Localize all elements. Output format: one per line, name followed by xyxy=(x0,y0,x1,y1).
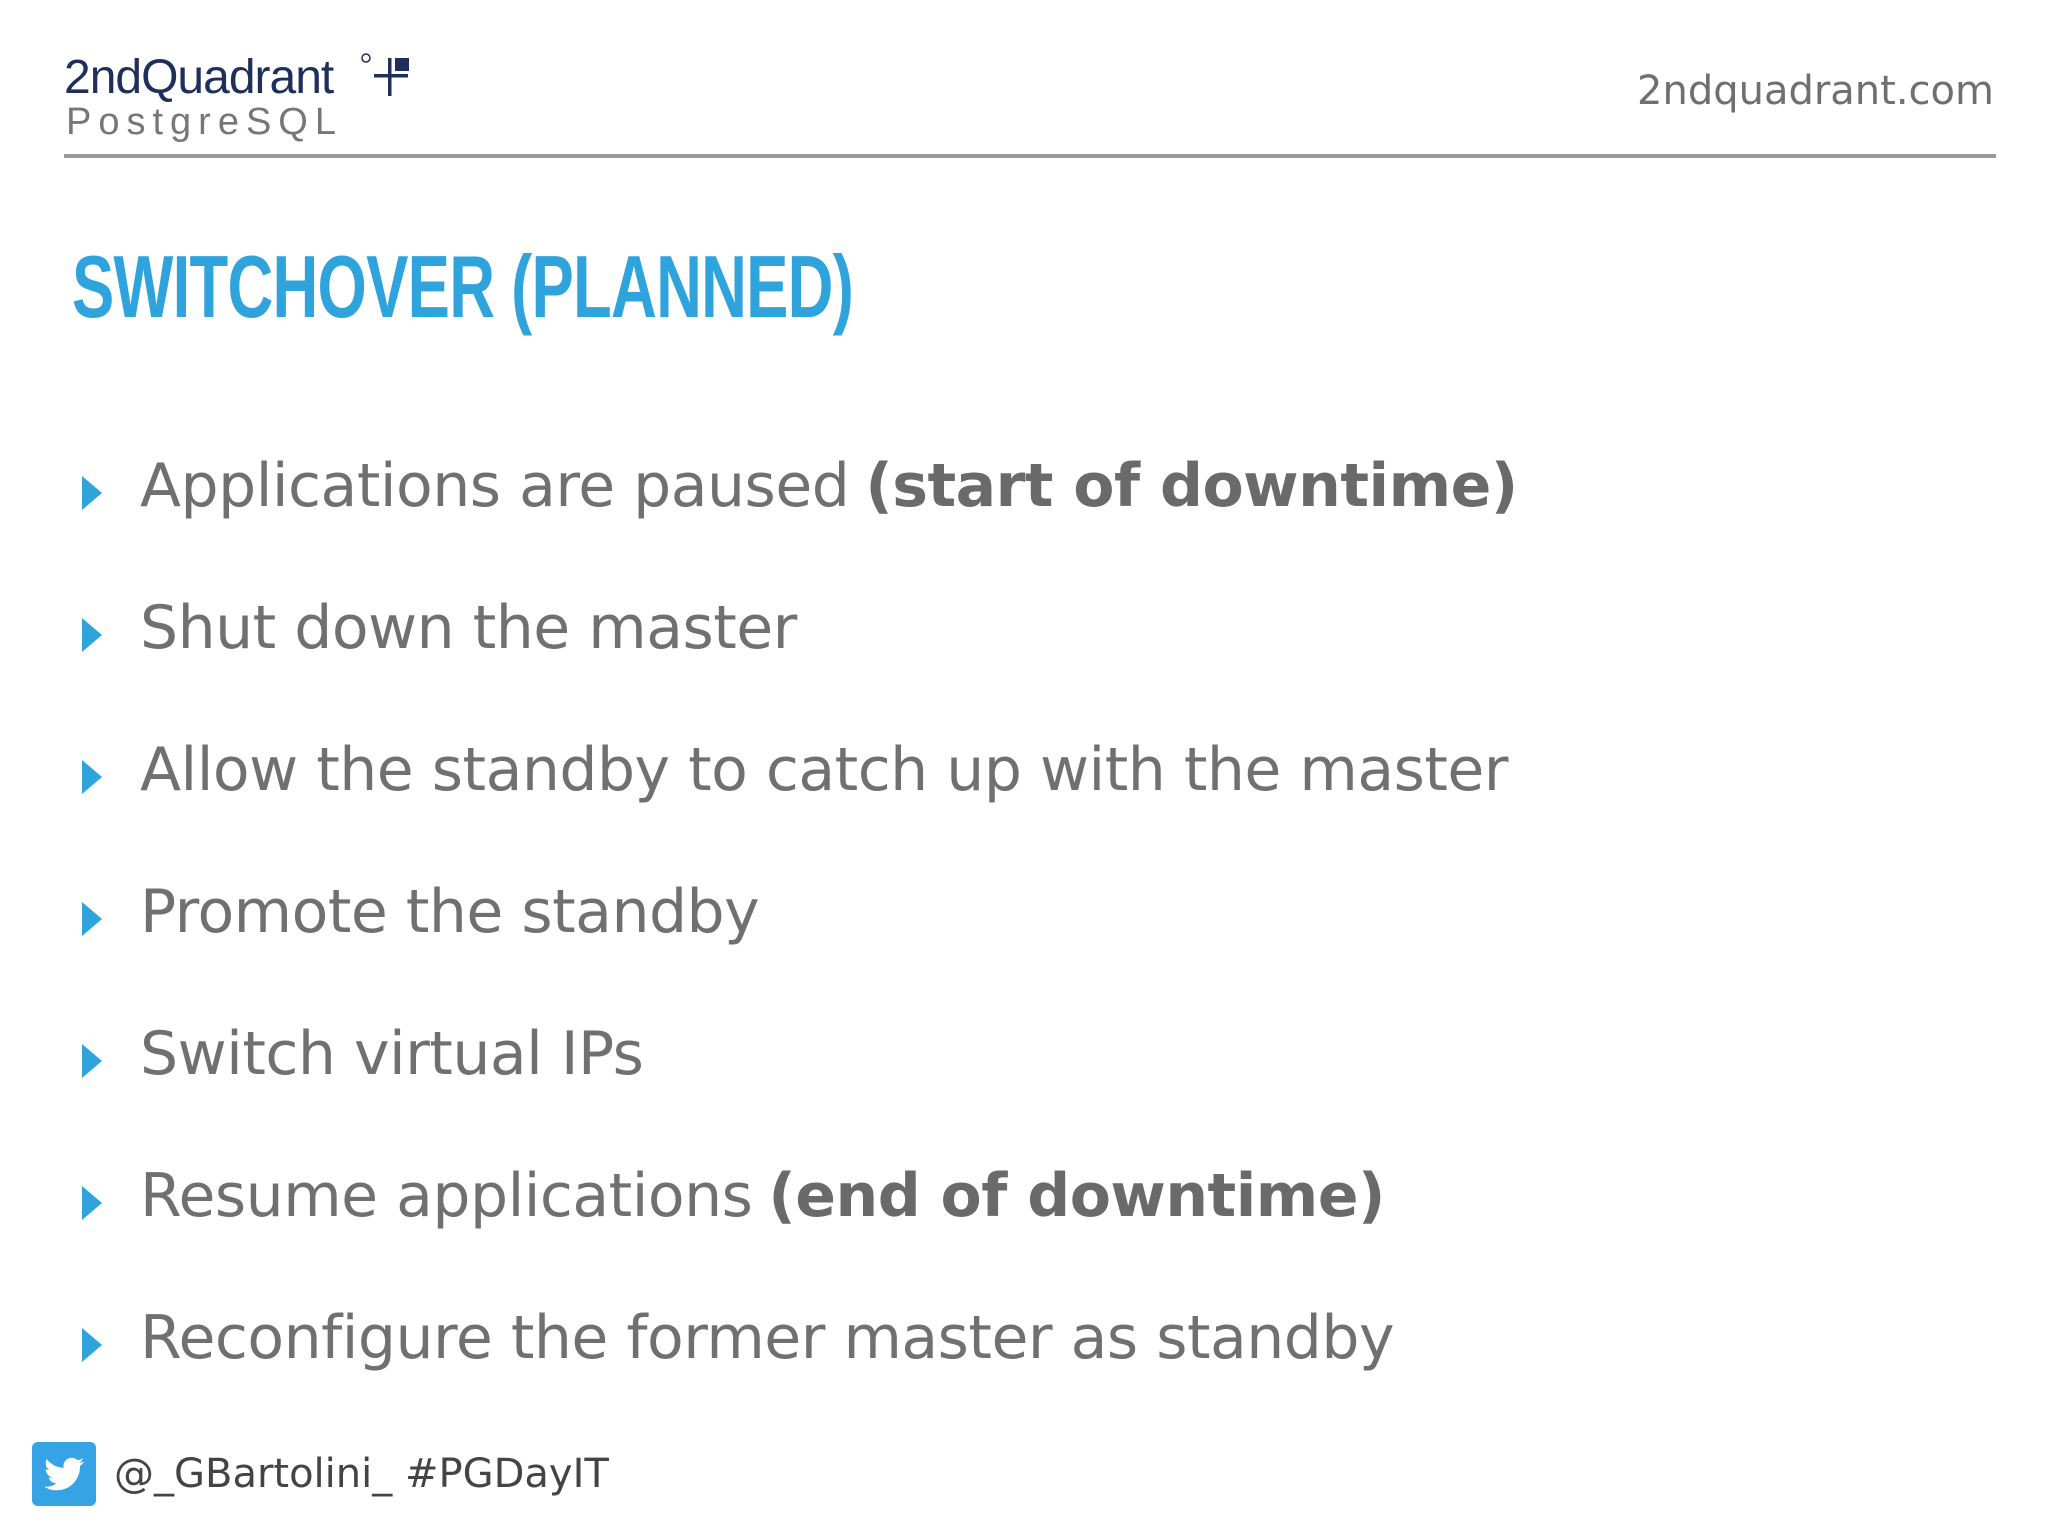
bullet-text: Shut down the master xyxy=(140,593,797,663)
triangle-right-icon xyxy=(82,1186,102,1220)
twitter-handle: @_GBartolini_ #PGDayIT xyxy=(114,1451,609,1497)
slide-title: SWITCHOVER (PLANNED) xyxy=(72,237,854,336)
bullet-item xyxy=(82,1004,643,1104)
logo-wordmark: 2ndQuadrant xyxy=(64,51,334,104)
triangle-right-icon xyxy=(82,902,102,936)
bullet-text: Reconfigure the former master as standby xyxy=(140,1303,1394,1373)
site-url: 2ndquadrant.com xyxy=(1637,68,1994,114)
triangle-right-icon xyxy=(82,476,102,510)
bullet-item xyxy=(82,1288,1394,1388)
triangle-right-icon xyxy=(82,1044,102,1078)
triangle-right-icon xyxy=(82,1328,102,1362)
bullet-emphasis: (start of downtime) xyxy=(865,451,1518,521)
bullet-item xyxy=(82,862,759,962)
bullet-item xyxy=(82,578,797,678)
twitter-bird-icon xyxy=(32,1442,96,1506)
bullet-text: Resume applications xyxy=(140,1161,753,1231)
bullet-item xyxy=(82,720,1508,820)
logo-subtitle: PostgreSQL xyxy=(66,101,343,143)
triangle-right-icon xyxy=(82,618,102,652)
triangle-right-icon xyxy=(82,760,102,794)
bullet-text: Allow the standby to catch up with the master xyxy=(140,735,1508,805)
bullet-item xyxy=(82,436,1518,536)
bullet-emphasis: (end of downtime) xyxy=(768,1161,1385,1231)
bullet-text: Applications are paused xyxy=(140,451,850,521)
bullet-text: Promote the standby xyxy=(140,877,760,947)
bullet-text: Switch virtual IPs xyxy=(140,1019,644,1089)
bullet-item xyxy=(82,1146,1385,1246)
